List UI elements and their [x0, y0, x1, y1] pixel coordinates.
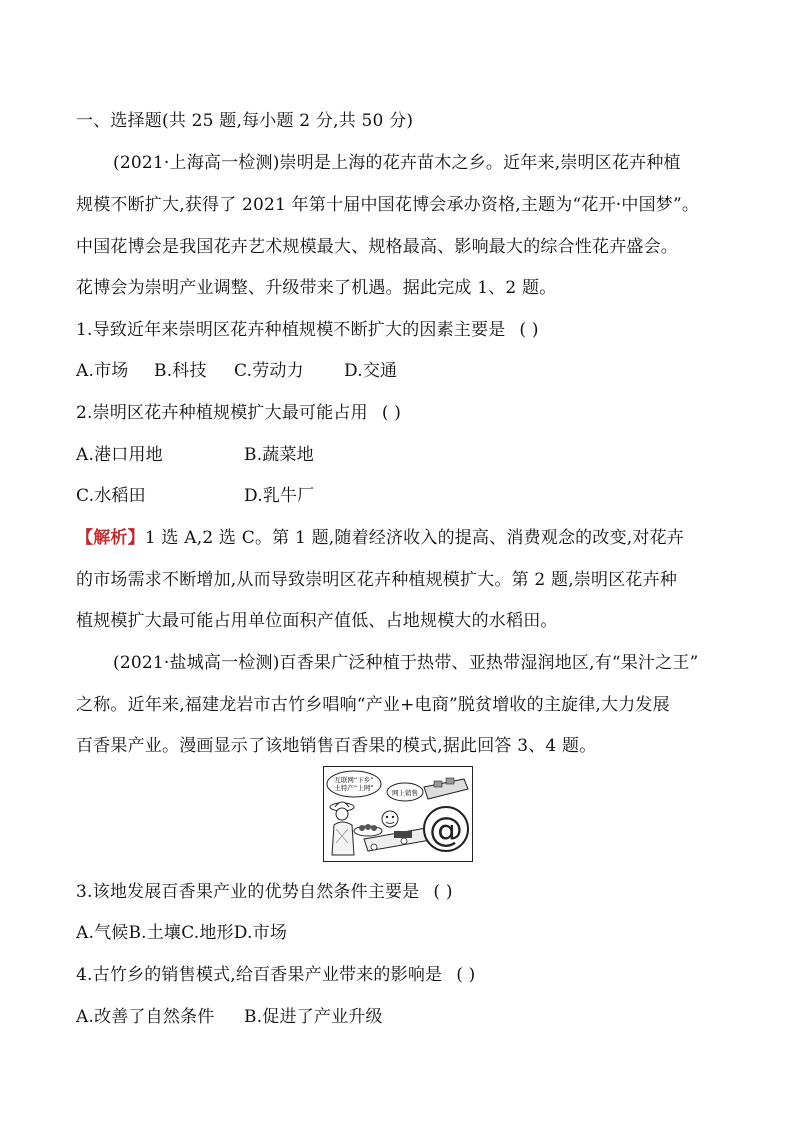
farmer-body-icon: [332, 822, 354, 855]
question-2: [76, 398, 401, 423]
cartoon-illustration: [324, 767, 472, 861]
passage2-line-2: 之称。近年来,福建龙岩市古竹乡唱响“产业+电商”脱贫增收的主旋律,大力发展: [76, 695, 670, 715]
question-2-options-row-1: [76, 440, 314, 465]
question-1: [76, 315, 539, 340]
cartoon-figure: [323, 766, 473, 862]
fruit-character-icon: [382, 811, 398, 827]
q3-option-d: D.市场: [233, 923, 288, 943]
analysis-line-1: [76, 523, 684, 548]
question-4-options: [76, 1002, 383, 1027]
analysis-line-3: 植规模扩大最可能占用单位面积产值低、占地规模大的水稻田。: [76, 611, 558, 631]
question-1-options: [76, 356, 397, 381]
product-box-icon: [394, 831, 412, 838]
analysis-line-2: 的市场需求不断增加,从而导致崇明区花卉种植规模扩大。第 2 题,崇明区花卉种: [76, 570, 678, 590]
q4-option-a: A.改善了自然条件: [76, 1007, 215, 1027]
question-1-blank: ( ): [519, 320, 539, 340]
question-1-stem: 1.导致近年来崇明区花卉种植规模不断扩大的因素主要是: [76, 320, 506, 340]
q2-option-b: B.蔬菜地: [244, 445, 314, 465]
passage1-line-3: 中国花博会是我国花卉艺术规模最大、规格最高、影响最大的综合性花卉盛会。: [76, 237, 678, 257]
question-3-options: [76, 918, 287, 943]
question-2-options-row-2: [76, 481, 314, 506]
q1-option-a: A.市场: [76, 361, 129, 381]
bubble-right-text: 网上销售: [392, 789, 418, 797]
passage1-line-4: 花博会为崇明产业调整、升级带来了机遇。据此完成 1、2 题。: [76, 278, 557, 298]
q3-option-a: A.气候: [76, 923, 129, 943]
bubble-left-line-2: 土特产“上网”: [334, 784, 374, 792]
q1-option-c: C.劳动力: [234, 361, 304, 381]
q3-option-b: B.土壤: [128, 923, 182, 943]
q2-option-d: D.乳牛厂: [244, 486, 315, 506]
farmer-head-icon: [336, 808, 348, 820]
q2-option-c: C.水稻田: [76, 486, 146, 506]
question-2-blank: ( ): [381, 403, 402, 423]
question-4: [76, 960, 476, 985]
passage2-line-3: 百香果产业。漫画显示了该地销售百香果的模式,据此回答 3、4 题。: [76, 736, 597, 756]
question-3: [76, 877, 453, 902]
question-4-stem: 4.古竹乡的销售模式,给百香果产业带来的影响是: [76, 965, 443, 985]
section-header: 一、选择题(共 25 题,每小题 2 分,共 50 分): [76, 111, 414, 131]
q1-option-d: D.交通: [344, 361, 398, 381]
q3-option-c: C.地形: [181, 923, 234, 943]
question-2-stem: 2.崇明区花卉种植规模扩大最可能占用: [76, 403, 368, 423]
analysis-tag: 【解析】: [76, 528, 145, 548]
passage2-line-1: (2021·盐城高一检测)百香果广泛种植于热带、亚热带湿润地区,有“果汁之王”: [113, 653, 699, 673]
passage1-line-1: (2021·上海高一检测)崇明是上海的花卉苗木之乡。近年来,崇明区花卉种植: [113, 153, 681, 173]
passage1-line-2: 规模不断扩大,获得了 2021 年第十届中国花博会承办资格,主题为“花开·中国梦”。: [76, 195, 700, 215]
bubble-left-line-1: 互联网“下乡”: [334, 776, 374, 784]
question-3-stem: 3.该地发展百香果产业的优势自然条件主要是: [76, 882, 420, 902]
q2-option-a: A.港口用地: [76, 445, 163, 465]
at-sign-text: @: [429, 810, 463, 850]
question-4-blank: ( ): [456, 965, 476, 985]
analysis-text-1: 1 选 A,2 选 C。第 1 题,随着经济收入的提高、消费观念的改变,对花卉: [144, 528, 684, 548]
question-3-blank: ( ): [433, 882, 453, 902]
q4-option-b: B.促进了产业升级: [244, 1007, 383, 1027]
q1-option-b: B.科技: [154, 361, 207, 381]
